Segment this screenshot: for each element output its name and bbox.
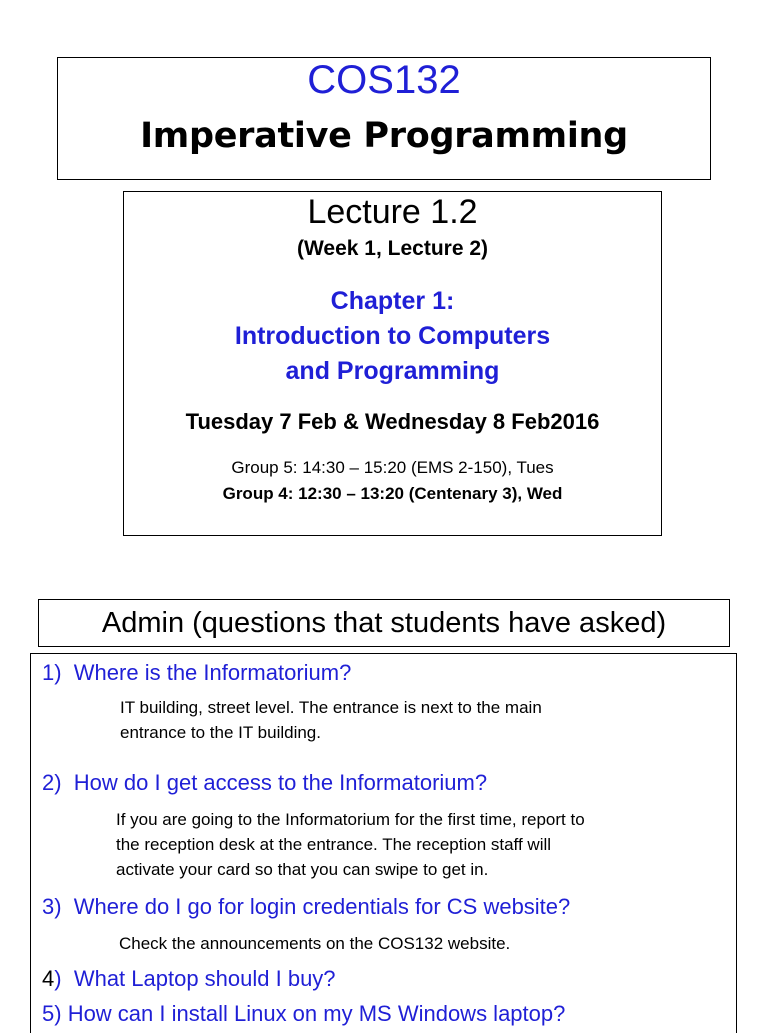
question-item xyxy=(42,965,336,993)
lecture-title: Lecture 1.2 xyxy=(307,193,478,231)
lecture-week: (Week 1, Lecture 2) xyxy=(296,237,489,260)
lecture-date: Tuesday 7 Feb & Wednesday 8 Feb2016 xyxy=(185,409,600,434)
chapter-line: Introduction to Computers xyxy=(234,322,551,350)
lecture-info-box xyxy=(123,191,662,536)
admin-heading: Admin (questions that students have asked) xyxy=(101,607,667,639)
question-item xyxy=(42,893,570,921)
answer-line: IT building, street level. The entrance is next to the main xyxy=(120,698,542,717)
question-text: How do I get access to the Informatorium? xyxy=(73,770,488,795)
group-4-schedule: Group 4: 12:30 – 13:20 (Centenary 3), Wed xyxy=(222,484,563,503)
course-code: COS132 xyxy=(307,58,461,102)
course-name: Imperative Programming xyxy=(140,116,628,156)
admin-heading-box xyxy=(38,599,730,647)
answer-line: the reception desk at the entrance. The reception staff will xyxy=(116,835,552,854)
chapter-line: and Programming xyxy=(285,357,500,385)
question-text: Where do I go for login credentials for CS website? xyxy=(73,894,571,919)
question-number: 5) xyxy=(42,1001,62,1026)
question-item xyxy=(42,659,351,687)
questions-box xyxy=(30,653,737,1033)
answer-line: entrance to the IT building. xyxy=(120,723,321,742)
question-item xyxy=(42,769,487,797)
question-text: What Laptop should I buy? xyxy=(73,966,336,991)
question-number: 3) xyxy=(42,894,62,919)
answer-line: activate your card so that you can swipe to get in. xyxy=(116,860,489,879)
group-5-schedule: Group 5: 14:30 – 15:20 (EMS 2-150), Tues xyxy=(231,458,554,477)
chapter-line: Chapter 1: xyxy=(330,287,455,315)
question-text: How can I install Linux on my MS Windows laptop? xyxy=(67,1001,566,1026)
question-text: Where is the Informatorium? xyxy=(73,660,352,685)
question-number: 2) xyxy=(42,770,62,795)
question-number: 1) xyxy=(42,660,62,685)
answer-line: If you are going to the Informatorium for the first time, report to xyxy=(116,810,585,829)
question-number-digit: 4 xyxy=(42,966,55,991)
answer-line: Check the announcements on the COS132 website. xyxy=(119,934,511,953)
question-number-paren: ) xyxy=(54,966,62,991)
